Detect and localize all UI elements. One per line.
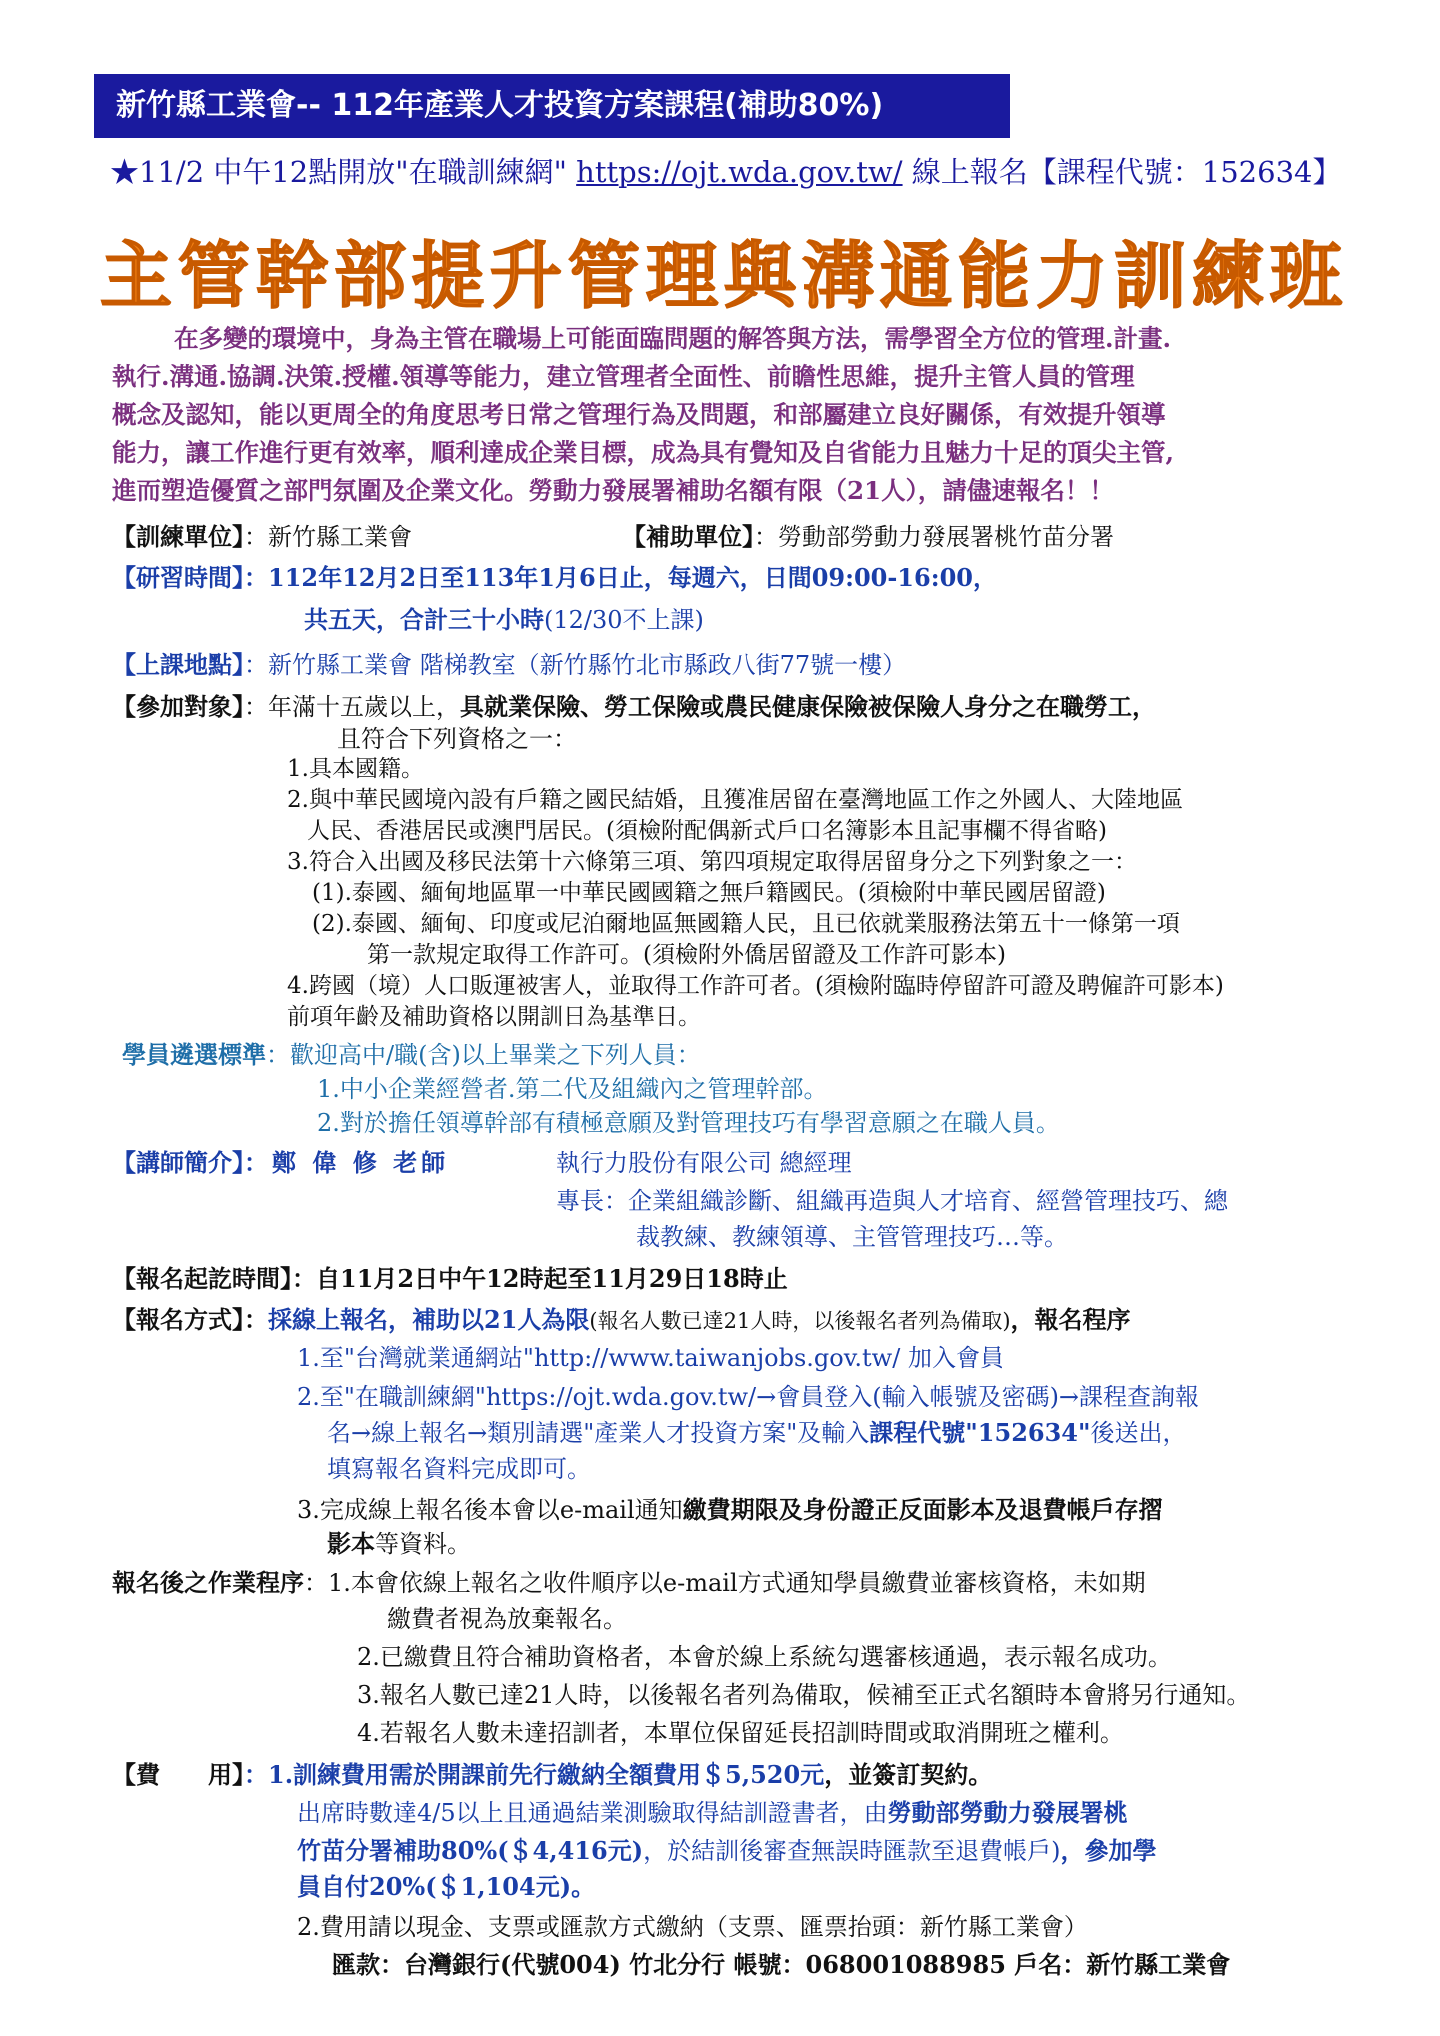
location-row xyxy=(112,648,906,682)
reg-period-value: ：自11月2日中午12時起至11月29日18時止 xyxy=(292,1264,788,1293)
eligibility-row: 【參加對象】：年滿十五歲以上，具就業保險、勞工保險或農民健康保險被保險人身分之在職勞工， xyxy=(112,692,1156,721)
instructor-label: 【講師簡介】 xyxy=(112,1148,244,1177)
eligibility-item: 4.跨國（境）人口販運被害人，並取得工作許可者。(須檢附臨時停留許可證及聘僱許可影本) xyxy=(287,973,1224,999)
ojt-link[interactable]: https://ojt.wda.gov.tw/ xyxy=(576,155,903,189)
eligibility-item: 第一款規定取得工作許可。(須檢附外僑居留證及工作許可影本) xyxy=(367,942,1006,968)
selection-row: 學員遴選標準：歡迎高中/職(含)以上畢業之下列人員： xyxy=(122,1040,701,1069)
instructor-company: 執行力股份有限公司 總經理 xyxy=(556,1149,852,1177)
selection-item: 2.對於擔任領導幹部有積極意願及對管理技巧有學習意願之在職人員。 xyxy=(317,1109,1060,1137)
instructor-row xyxy=(112,1146,449,1180)
registration-notice xyxy=(110,150,1342,191)
reg-period-label: 【報名起訖時間】 xyxy=(112,1264,292,1293)
study-time-line1: ：112年12月2日至113年1月6日止，每週六，日間09:00-16:00， xyxy=(244,563,997,592)
post-reg-item: 4.若報名人數未達招訓者，本單位保留延長招訓時間或取消開班之權利。 xyxy=(357,1719,1124,1747)
location-value: ：新竹縣工業會 階梯教室（新竹縣竹北市縣政八街77號一樓） xyxy=(244,651,907,679)
eligibility-item: 人民、香港居民或澳門居民。(須檢附配偶新式戶口名簿影本且記事欄不得省略) xyxy=(307,818,1107,844)
training-unit-label: 【訓練單位】 xyxy=(112,522,244,551)
reg-step: 影本等資料。 xyxy=(327,1529,471,1558)
star-icon: ★ xyxy=(110,155,140,189)
fee-line: 員自付20%(＄1,104元)。 xyxy=(297,1872,596,1901)
header-bar xyxy=(94,74,1010,138)
reg-method-row: 【報名方式】：採線上報名，補助以21人為限(報名人數已達21人時，以後報名者列為備取)，報名程序 xyxy=(112,1305,1131,1334)
fee-line: 竹苗分署補助80%(＄4,416元)，於結訓後審查無誤時匯款至退費帳戶)，參加學 xyxy=(297,1836,1157,1865)
training-unit-row xyxy=(112,520,412,554)
study-time-line2: 共五天，合計三十小時(12/30不上課) xyxy=(304,605,704,634)
instructor-expertise: 專長：企業組織診斷、組織再造與人才培育、經營管理技巧、總 xyxy=(556,1187,1228,1215)
intro-line: 進而塑造優質之部門氛圍及企業文化。勞動力發展署補助名額有限（21人），請儘速報名！！ xyxy=(112,476,1114,505)
reg-step: 1.至"台灣就業通網站"http://www.taiwanjobs.gov.tw/ 加入會員 xyxy=(297,1344,1004,1372)
post-reg-item: 3.報名人數已達21人時，以後報名者列為備取，候補至正式名額時本會將另行通知。 xyxy=(357,1681,1251,1709)
eligibility-item: 3.符合入出國及移民法第十六條第三項、第四項規定取得居留身分之下列對象之一： xyxy=(287,849,1137,875)
study-time-label: 【研習時間】 xyxy=(112,563,244,592)
fee-line: 2.費用請以現金、支票或匯款方式繳納（支票、匯票抬頭：新竹縣工業會） xyxy=(297,1913,1088,1941)
intro-line: 在多變的環境中，身為主管在職場上可能面臨問題的解答與方法，需學習全方位的管理.計畫. xyxy=(174,324,1172,353)
fee-line: 出席時數達4/5以上且通過結業測驗取得結訓證書者，由勞動部勞動力發展署桃 xyxy=(297,1798,1128,1827)
bank-info: 匯款：台灣銀行(代號004) 竹北分行 帳號：068001088985 戶名：新竹縣工業會 xyxy=(332,1950,1231,1979)
reg-step: 填寫報名資料完成即可。 xyxy=(327,1455,591,1483)
subsidy-unit-value: ：勞動部勞動力發展署桃竹苗分署 xyxy=(754,523,1114,551)
intro-line: 執行.溝通.協調.決策.授權.領導等能力，建立管理者全面性、前瞻性思維，提升主管人員的管理 xyxy=(112,362,1135,391)
intro-paragraph xyxy=(112,320,1362,510)
post-reg-item: 繳費者視為放棄報名。 xyxy=(387,1605,627,1633)
eligibility-item: 2.與中華民國境內設有戶籍之國民結婚，且獲准居留在臺灣地區工作之外國人、大陸地區 xyxy=(287,787,1183,813)
eligibility-item: (2).泰國、緬甸、印度或尼泊爾地區無國籍人民，且已依就業服務法第五十一條第一項 xyxy=(312,911,1180,937)
eligibility-item: 前項年齡及補助資格以開訓日為基準日。 xyxy=(287,1004,701,1030)
header-title: 新竹縣工業會-- 112年產業人才投資方案課程(補助80%) xyxy=(116,88,884,123)
eligibility-item: (1).泰國、緬甸地區單一中華民國國籍之無戶籍國民。(須檢附中華民國居留證) xyxy=(312,880,1106,906)
study-time-row xyxy=(112,561,997,595)
eligibility-item: 1.具本國籍。 xyxy=(287,756,424,782)
notice-suffix: 線上報名【課程代號：152634】 xyxy=(902,155,1342,189)
fee-row: 【費 用】：1.訓練費用需於開課前先行繳納全額費用＄5,520元，並簽訂契約。 xyxy=(112,1760,993,1789)
reg-period-row xyxy=(112,1262,788,1296)
training-unit-value: ：新竹縣工業會 xyxy=(244,523,412,551)
intro-line: 能力，讓工作進行更有效率，順利達成企業目標，成為具有覺知及自省能力且魅力十足的頂尖主管, xyxy=(112,438,1175,467)
intro-line: 概念及認知，能以更周全的角度思考日常之管理行為及問題，和部屬建立良好關係，有效提升領導 xyxy=(112,400,1166,429)
reg-step: 2.至"在職訓練網"https://ojt.wda.gov.tw/→會員登入(輸入帳號及密碼)→課程查詢報 xyxy=(297,1383,1200,1411)
post-reg-item: 2.已繳費且符合補助資格者，本會於線上系統勾選審核通過，表示報名成功。 xyxy=(357,1643,1172,1671)
instructor-expertise: 裁教練、教練領導、主管管理技巧…等。 xyxy=(636,1223,1068,1251)
post-reg-label: 報名後之作業程序 xyxy=(112,1568,304,1597)
location-label: 【上課地點】 xyxy=(112,650,244,679)
course-title: 主管幹部提升管理與溝通能力訓練班 xyxy=(100,234,1349,318)
fee-label: 【費 用】 xyxy=(112,1760,244,1789)
subsidy-unit-label: 【補助單位】 xyxy=(622,522,754,551)
eligibility-label: 【參加對象】 xyxy=(112,692,244,721)
subsidy-unit-row xyxy=(622,520,1114,554)
notice-prefix: 11/2 中午12點開放"在職訓練網" xyxy=(139,155,577,189)
reg-step: 名→線上報名→類別請選"產業人才投資方案"及輸入課程代號"152634"後送出， xyxy=(327,1418,1187,1447)
reg-step: 3.完成線上報名後本會以e-mail通知繳費期限及身份證正反面影本及退費帳戶存摺 xyxy=(297,1495,1163,1524)
eligibility-line2: 且符合下列資格之一： xyxy=(337,725,577,753)
instructor-name: ：鄭 偉 修 老師 xyxy=(244,1148,450,1177)
post-reg-row: 報名後之作業程序：1.本會依線上報名之收件順序以e-mail方式通知學員繳費並審核資格，未如期 xyxy=(112,1568,1146,1597)
selection-label: 學員遴選標準 xyxy=(122,1040,266,1069)
selection-item: 1.中小企業經營者.第二代及組織內之管理幹部。 xyxy=(317,1075,828,1103)
